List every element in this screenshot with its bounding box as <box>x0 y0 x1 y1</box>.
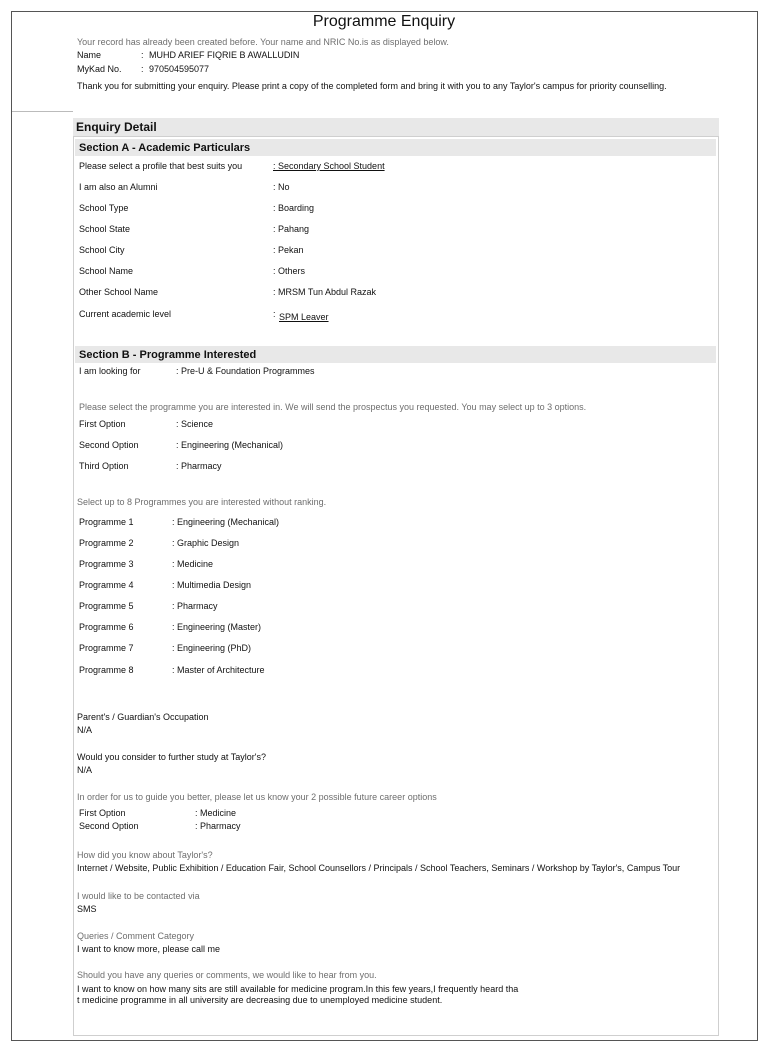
name-value: MUHD ARIEF FIQRIE B AWALLUDIN <box>149 50 300 60</box>
academic-level-label: Current academic level <box>79 309 172 319</box>
school-city-label: School City <box>79 245 125 255</box>
alumni-value: : No <box>273 182 290 192</box>
profile-value: : Secondary School Student <box>273 161 385 171</box>
know-taylors-answer: Internet / Website, Public Exhibition / Education Fair, School Counsellors / Principals / School Teachers, Seminars / Workshop by Taylor's, Campus Tour <box>77 863 681 873</box>
section-b-heading: Section B - Programme Interested <box>79 349 257 361</box>
alumni-label: I am also an Alumni <box>79 182 158 192</box>
select-programme-note: Please select the programme you are interested in. We will send the prospectus you requested. You may select up to 3 options. <box>79 402 587 412</box>
programme-value: : Master of Architecture <box>172 665 265 675</box>
school-state-label: School State <box>79 224 131 234</box>
second-option-label: Second Option <box>79 440 139 450</box>
name-colon: : <box>141 50 144 60</box>
looking-for-label: I am looking for <box>79 366 141 376</box>
page-title: Programme Enquiry <box>312 13 456 30</box>
career-second-value: : Pharmacy <box>195 821 241 831</box>
school-type-value: : Boarding <box>273 203 315 213</box>
school-state-value: : Pahang <box>273 224 310 234</box>
name-label: Name <box>77 50 102 60</box>
programme-label: Programme 3 <box>79 559 134 569</box>
mykad-label: MyKad No. <box>77 64 122 74</box>
comments-question: Should you have any queries or comments, we would like to hear from you. <box>77 970 377 980</box>
enquiry-detail-bar <box>73 118 719 136</box>
divider <box>12 111 73 112</box>
further-study-question: Would you consider to further study at Taylor's? <box>77 752 266 762</box>
other-school-label: Other School Name <box>79 287 159 297</box>
occupation-answer: N/A <box>77 725 93 735</box>
career-first-label: First Option <box>79 808 126 818</box>
academic-level-colon: : <box>273 309 276 319</box>
programme-value: : Graphic Design <box>172 538 240 548</box>
career-options-note: In order for us to guide you better, please let us know your 2 possible future career options <box>77 792 437 802</box>
third-option-value: : Pharmacy <box>176 461 222 471</box>
query-category-question: Queries / Comment Category <box>77 931 195 941</box>
looking-for-value: : Pre-U & Foundation Programmes <box>176 366 315 376</box>
enquiry-detail-heading: Enquiry Detail <box>76 120 157 134</box>
eight-programmes-note: Select up to 8 Programmes you are interested without ranking. <box>77 497 327 507</box>
career-second-label: Second Option <box>79 821 139 831</box>
programme-label: Programme 4 <box>79 580 134 590</box>
school-city-value: : Pekan <box>273 245 304 255</box>
section-a-heading: Section A - Academic Particulars <box>79 142 251 154</box>
programme-label: Programme 5 <box>79 601 134 611</box>
programme-value: : Pharmacy <box>172 601 218 611</box>
school-name-label: School Name <box>79 266 134 276</box>
programme-value: : Engineering (PhD) <box>172 643 252 653</box>
first-option-value: : Science <box>176 419 214 429</box>
programme-label: Programme 7 <box>79 643 134 653</box>
further-study-answer: N/A <box>77 765 93 775</box>
contact-via-answer: SMS <box>77 904 97 914</box>
know-taylors-question: How did you know about Taylor's? <box>77 850 213 860</box>
programme-value: : Multimedia Design <box>172 580 252 590</box>
school-type-label: School Type <box>79 203 129 213</box>
mykad-colon: : <box>141 64 144 74</box>
programme-value: : Medicine <box>172 559 214 569</box>
third-option-label: Third Option <box>79 461 129 471</box>
comments-answer-line: I want to know on how many sits are still available for medicine program.In this few years,I frequently heard tha <box>77 984 519 994</box>
programme-label: Programme 6 <box>79 622 134 632</box>
other-school-value: : MRSM Tun Abdul Razak <box>273 287 377 297</box>
second-option-value: : Engineering (Mechanical) <box>176 440 284 450</box>
mykad-value: 970504595077 <box>149 64 210 74</box>
comments-answer-line: t medicine programme in all university are decreasing due to unemployed medicine student. <box>77 995 443 1005</box>
first-option-label: First Option <box>79 419 126 429</box>
career-first-value: : Medicine <box>195 808 237 818</box>
query-category-answer: I want to know more, please call me <box>77 944 221 954</box>
programme-label: Programme 2 <box>79 538 134 548</box>
programme-label: Programme 1 <box>79 517 134 527</box>
occupation-question: Parent's / Guardian's Occupation <box>77 712 209 722</box>
thank-you-note: Thank you for submitting your enquiry. Please print a copy of the completed form and bring it with you to any Taylor's campus for priority counselling. <box>77 81 667 91</box>
contact-via-question: I would like to be contacted via <box>77 891 200 901</box>
school-name-value: : Others <box>273 266 306 276</box>
programme-value: : Engineering (Mechanical) <box>172 517 280 527</box>
programme-label: Programme 8 <box>79 665 134 675</box>
academic-level-value: SPM Leaver <box>279 312 329 322</box>
programme-value: : Engineering (Master) <box>172 622 262 632</box>
record-notice: Your record has already been created before. Your name and NRIC No.is as displayed below. <box>77 37 449 47</box>
profile-label: Please select a profile that best suits you <box>79 161 243 171</box>
